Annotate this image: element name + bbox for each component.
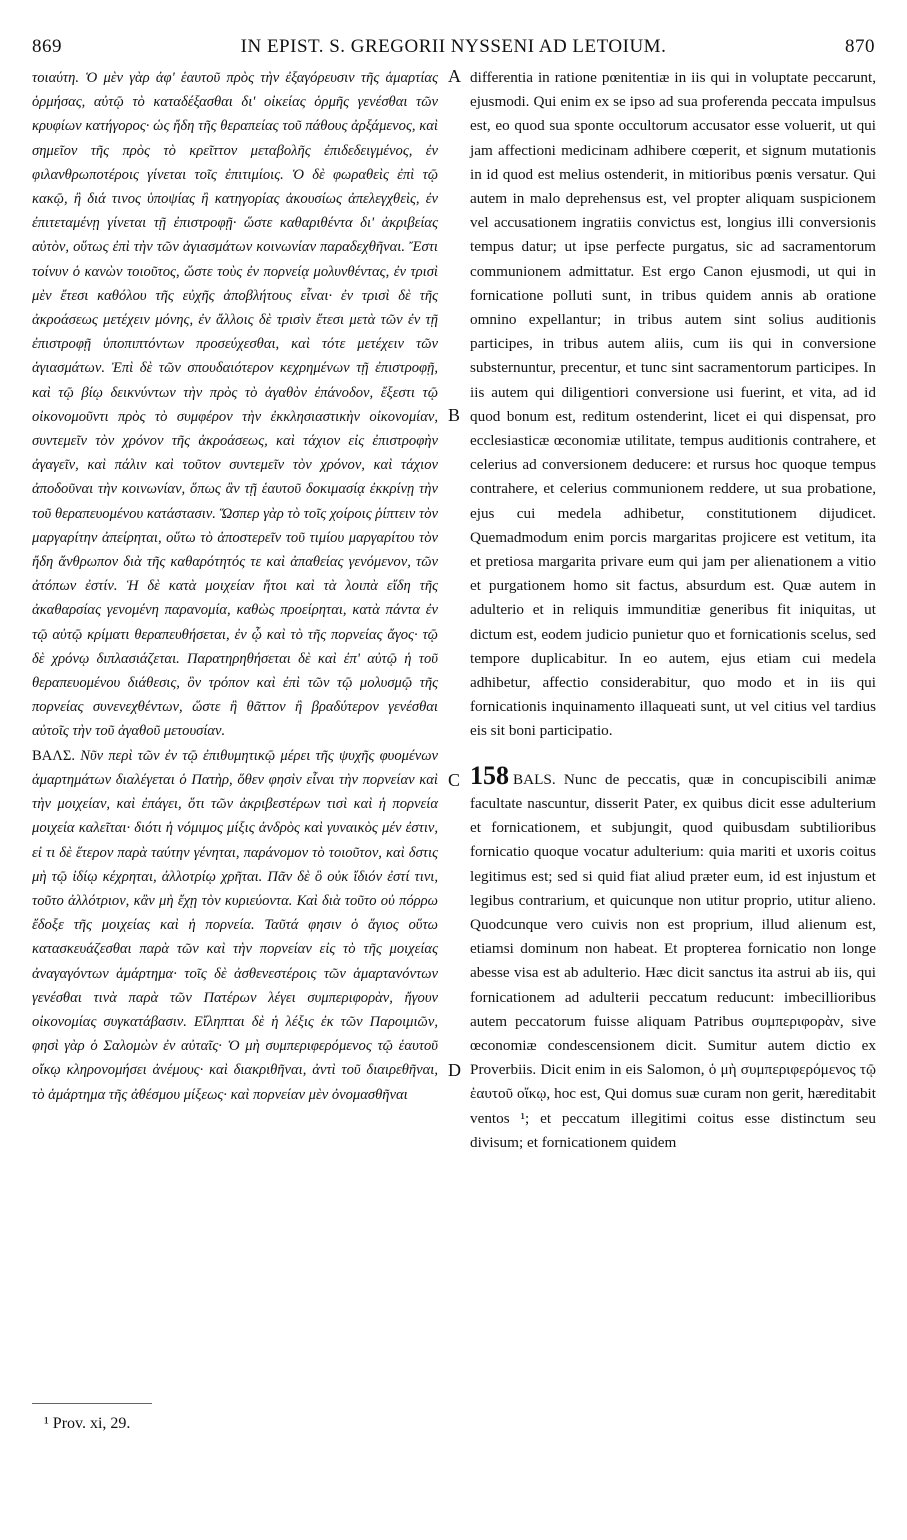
greek-paragraph-2 [32, 744, 438, 1107]
footnote: ¹ Prov. xi, 29. [44, 1415, 131, 1432]
running-title: IN EPIST. S. GREGORII NYSSENI AD LETOIUM. [240, 36, 667, 57]
page-number-right: 870 [845, 36, 875, 57]
greek-column [32, 66, 438, 1107]
margin-letter-d: D [448, 1060, 461, 1080]
margin-letter-a: A [448, 66, 461, 86]
greek-paragraph-1: τοιαύτη. Ὁ μὲν γὰρ ἀφ' ἑαυτοῦ πρὸς τὴν ἐξαγόρευσιν τῆς ἁμαρτίας ὁρμήσας, αὐτῷ τὸ καταδέξασθαι δι' οἰκείας ὁρμῆς γενέσθαι τῶν κρυφίων κατήγορος· ὡς ἤδη τῆς θεραπείας τοῦ πάθους ἀρξάμενος, καὶ σημεῖον τῆς πρὸς τὸ κρεῖττον μεταβολῆς ἐπιδεδειγμένος, ἐν φιλανθρωποτέροις γίνεται τοῖς ἐπιτιμίοις. Ὁ δὲ φωραθεὶς ἐπὶ τῷ κακῷ, ἢ διά τινος ὑποψίας ἢ κατηγορίας ἀκουσίως ἀπελεγχθεὶς, ἐν ἐπιτεταμένῃ γίνεται τῇ ἐπιστροφῇ· ὥστε καθαριθέντα δι' ἀκριβείας αὐτὸν, οὕτως ἐπὶ τὴν τῶν ἁγιασμάτων κοινωνίαν παραδεχθῆναι. Ἔστι τοίνυν ὁ κανὼν τοιοῦτος, ὥστε τοὺς ἐν πορνείᾳ μολυνθέντας, ἐν τρισὶ μὲν ἔτεσι καθόλου τῆς εὐχῆς ἀποβλήτους εἶναι· ἐν τρισὶ δὲ τῆς ἀκροάσεως μετέχειν μόνης, ἐν ἄλλοις δὲ τρισὶν ἔτεσι μετὰ τῶν ἐν τῇ ἐπιστροφῇ ὑποπιπτόντων προσεύχεσθαι, καὶ τότε μετέχειν τῶν ἁγιασμάτων. Ἐπὶ δὲ τῶν σπουδαιότερον κεχρημένων τῇ ἐπιστροφῇ, καὶ τῷ βίῳ δεικνύντων τὴν πρὸς τὸ ἀγαθὸν ἐπάνοδον, ἔξεστι τῷ οἰκονομοῦντι πρὸς τὸ συμφέρον τὴν ἐκκλησιαστικὴν οἰκονομίαν, συντεμεῖν τὸν χρόνον τῆς ἀκροάσεως, καὶ τάχιον εἰς ἐπιστροφὴν ἀγαγεῖν, καὶ πάλιν καὶ τοῦτον συντεμεῖν τὸν χρόνον, καὶ τάχιον ἀποδοῦναι τὴν κοινωνίαν, ὅπως ἂν τῇ ἑαυτοῦ δοκιμασίᾳ ἐκκρίνῃ τὴν τοῦ θεραπευομένου κατάστασιν. Ὥσπερ γὰρ τὸ τοῖς χοίροις ῥίπτειν τὸν μαργαρίτην ἀπείρηται, οὕτω τὸ ἀποστερεῖν τοῦ τιμίου μαργαρίτου τὸν ἤδη ἄνθρωπον διὰ τῆς καθαρότητός τε καὶ ἀπαθείας γενόμενον, τῶν ἀτόπων ἐστίν. Ἡ δὲ κατὰ μοιχείαν ἤτοι καὶ τὰ λοιπὰ εἴδη τῆς ἀκαθαρσίας γενομένη παρανομία, καθὼς προείρηται, κατὰ πάντα ἐν τῷ αὐτῷ κρίματι θεραπευθήσεται, ἐν ᾧ καὶ τὸ τῆς πορνείας ἄγος· τῷ δὲ χρόνῳ διπλασιάζεται. Παρατηρηθήσεται δὲ καὶ ἐπ' αὐτῷ ἡ τοῦ θεραπευομένου διάθεσις, ὃν τρόπον καὶ ἐπὶ τῶν τῷ μολυσμῷ τῆς πορνείας συνενεχθέντων, ὥστε ἢ θᾶττον ἢ βραδύτερον γενέσθαι αὐτοῖς τὴν τοῦ ἀγαθοῦ μετουσίαν. [32, 70, 438, 740]
greek-lead: ΒΑΛΣ. [32, 747, 75, 764]
latin-paragraph-2 [470, 760, 877, 1155]
page-header [32, 36, 875, 64]
page-number-left: 869 [32, 36, 62, 57]
latin-column [470, 66, 876, 1155]
greek-paragraph-2-text: Νῦν περὶ τῶν ἐν τῷ ἐπιθυμητικῷ μέρει τῆς ψυχῆς φυομένων ἁμαρτημάτων διαλέγεται ὁ Πατὴρ, ὅθεν φησὶν εἶναι τὴν πορνείαν καὶ τὴν μοιχείαν, καὶ ἐπάγει, ὅτι τῶν ἀκριβεστέρων τισὶ καὶ ἡ πορνεία μοιχεία καλεῖται· διότι ἡ νόμιμος μίξις ἀνδρὸς καὶ γυναικὸς μέν ἐστιν, εἰ τι δὲ ἕτερον παρὰ ταύτην γένηται, παράνομον τὸ τοιοῦτον, καὶ δστις μὴ τῷ ἰδίῳ κέχρηται, ἀλλοτρίῳ χρῆται. Πᾶν δὲ ὃ οὐκ ἴδιόν ἐστί τινι, τοῦτο ἀλλότριον, κἂν μὴ ἔχῃ τὸν κυριεύοντα. Καὶ διὰ τοῦτο οὐ πόρρω ἔδοξε τῆς μοιχείας καὶ ἡ πορνεία. Ταῦτά φησιν ὁ ἅγιος οὕτω κατασκευάζεσθαι παρὰ τῶν καὶ τὴν πορνείαν εἰς τὸ τῆς μοιχείας ἀναγαγόντων ἁμάρτημα· τοῖς δὲ ἀσθενεστέροις τῶν ἁμαρτανόντων γενέσθαι τινὰ παρὰ τῶν Πατέρων λέγει συμπεριφορὰν, ἤγουν οἰκονομίας συγκατάβασιν. Εἴληπται δὲ ἡ λέξις ἐκ τῶν Παροιμιῶν, φησὶ γὰρ ὁ Σαλομὼν ἐν αὐταῖς· Ὁ μὴ συμπεριφερόμενος τῷ ἑαυτοῦ οἴκῳ κληρονομήσει ἀνέμους· καὶ διακριθῆναι, ἀντὶ τοῦ διαιρεθῆναι, τὸ ἁμάρτημα τῆς ἀθέσμου μίξεως· καὶ πορνείαν μὲν ὀνομασθῆναι [32, 747, 439, 1103]
footnote-rule [32, 1403, 152, 1404]
margin-letter-b: B [448, 405, 461, 425]
margin-letter-c: C [448, 770, 461, 790]
latin-paragraph-1: differentia in ratione pœnitentiæ in iis qui in voluptate peccarunt, ejusmodi. Qui enim ex se ipso ad sua proferenda peccata impulsus est, eo quod sua sponte occultorum accusator esse voluerit, ut qui jam affectioni medicinam adhibere cœperit, et signum mutationis in id quod est melius ostenderit, in mitioribus pœnis versatur. Qui autem in malo deprehensus est, vel propter aliquam suspicionem vel accusationem ingratiis convictus est, longius illi conversionis tempus datur; ut ipse perfecte purgatus, sic ad sacramentorum communionem admittatur. Est ergo Canon ejusmodi, ut qui in fornicatione polluti sunt, in tribus quidem annis ab oratione omnino expellantur; in tribus autem sint solius auditionis participes, in tribus autem aliis, cum iis qui in conversione substernuntur, precentur, et tunc sint sacramentorum participes. In iis autem qui diligentiori conversione usi fuerint, et vita, ad id quod bonum est, reditum ostenderint, licet ei qui dispensat, pro ecclesiasticæ œconomiæ utilitate, tempus auditionis contrahere, et celerius ad conversionem deducere: et rursus hoc quoque tempus contrahere, et celerius communionem reddere, ut sua probatione, ejus cui medela adhibetur, constitutionem dijudicet. Quemadmodum enim porcis margaritas projicere est vetitum, ita et pretiosa margarita privare eum qui jam per alienationem a vitio et purgationem homo sit factus, absurdum est. Quæ autem in adulterio et in reliquis immunditiæ generibus fit iniquitas, ut dictum est, eodem judicio punietur quo et fornicationis scelus, sed tempore duplicabitur. In eo autem, ejus etiam cui medela adhibetur, affectio considerabitur, quo modo et in iis qui fornicationis inquinamento illaqueati sunt, ut vel citius vel tardius eis sit boni participatio. [470, 69, 876, 740]
latin-paragraph-2-text: Nunc de peccatis, quæ in concupiscibili animæ facultate nascuntur, disserit Pater, ex quibus dicit esse adulterium et fornicationem, et subjungit, quod quibusdam subtilioribus fornicatio quoque vocatur adulterium: quia mariti et uxoris coitus legitimus est; sed si quid fiat aliud præter eum, id est injustum et legibus contrarium, et quicunque non utitur proprio, utitur alieno. Quodcunque vero cuivis non est proprium, illud alienum est, etiamsi dominum non habeat. Et propterea fornicatio non longe abesse visa est ab adulterio. Hæc dicit sanctus ita astrui ab iis, qui fornicationem ad adulterii peccatum reducunt: imbecillioribus autem peccatorum fuisse aliquam Patribus συμπεριφορὰν, sive œconomiæ condescensionem dicit. Sumitur autem dictio ex Proverbiis. Dicit enim in eis Salomon, ὁ μὴ συμπεριφερόμενος τῷ ἑαυτοῦ οἴκῳ, hoc est, Qui domus suæ curam non gerit, hæreditabit ventos ¹; et peccatum illegitimi coitus esse distinctum seu divisum; et fornicationem quidem [470, 770, 877, 1151]
latin-lead: BALS. [513, 770, 556, 788]
section-number: 158 [470, 760, 509, 790]
